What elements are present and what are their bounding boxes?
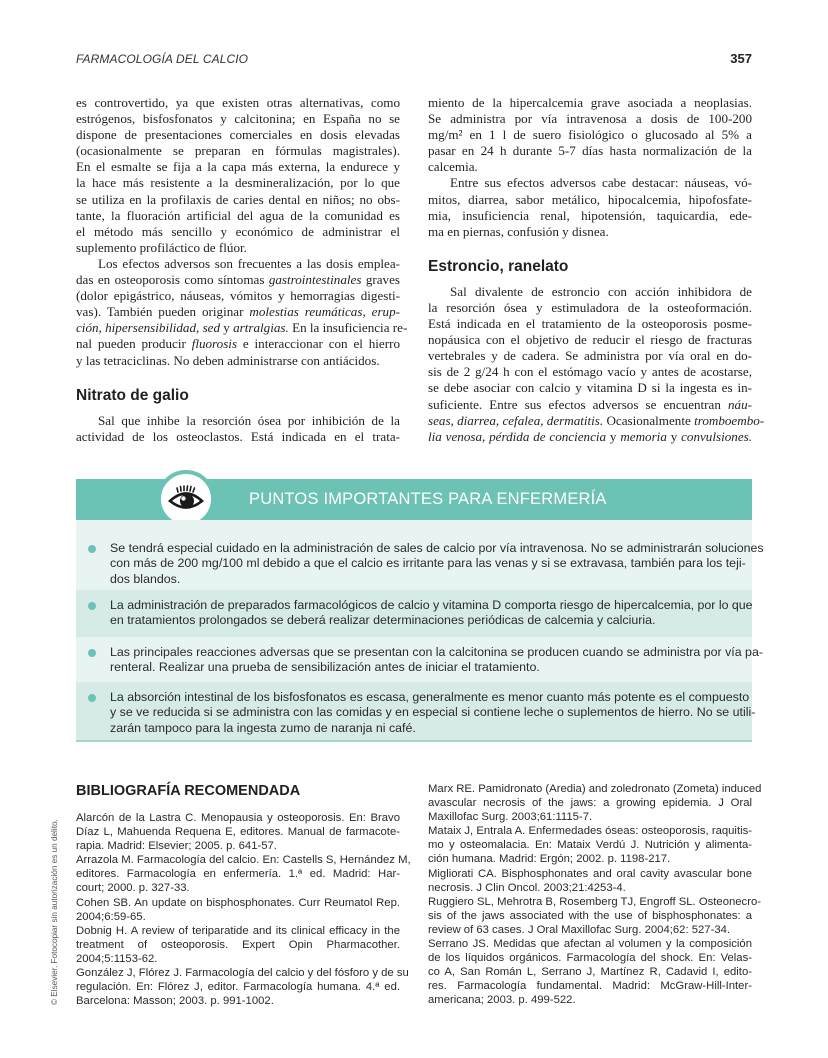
- text-line: Los efectos adversos son frecuentes a las dosis emplea-: [98, 255, 400, 271]
- text-line: review of 63 cases. J Oral Maxillofac Surg. 2004;62: 527-34.: [428, 923, 731, 936]
- text-run: nal pueden producir: [76, 336, 192, 352]
- text-line: treatment of osteoporosis. Expert Opin Pharmacother.: [76, 938, 400, 951]
- right-text-column: [428, 95, 765, 445]
- text-line: y se ve reducida si se administra con las comidas y en especial si contiene leche o suplementos de hierro. No se utili-: [110, 705, 756, 720]
- reference-entry: [428, 895, 761, 937]
- text-line: [76, 304, 400, 320]
- text-line: Arrazola M. Farmacología del calcio. En: Castells S, Hernández M,: [76, 854, 411, 867]
- text-line: Cohen SB. An update on bisphosphonates. Curr Reumatol Rep.: [76, 896, 400, 909]
- nursing-box-banner: [76, 479, 752, 520]
- text-line: Migliorati CA. Bisphosphonates and oral cavity avascular bone: [428, 867, 752, 880]
- text-line: vertebrales y de cadera. Se administra por vía oral en do-: [428, 348, 752, 364]
- text-line: ma en piernas, confusión y disnea.: [428, 223, 609, 239]
- text-line: es controvertido, ya que existen otras alternativas, como: [76, 95, 400, 110]
- paragraph-estroncio: [428, 283, 765, 445]
- reference-entry: [76, 853, 411, 895]
- paragraph-fluor-continuation: [76, 95, 400, 256]
- text-line: mitos, diarrea, sabor metálico, hipocalcemia, hipofosfate-: [428, 191, 752, 207]
- text-line: Las principales reacciones adversas que se presentan con la calcitonina se producen cuando se administra por vía pa-: [110, 645, 763, 659]
- paragraph-nitrato: [76, 413, 400, 445]
- text-line: se utiliza en la profilaxis de caries dental en niños; no obs-: [76, 191, 400, 207]
- text-line: con más de 200 mg/100 ml debido a que el calcio es irritante para las venas y si se extravasa, también para los teji-: [110, 556, 746, 571]
- text-line: En el esmalte se fija a la capa más externa, la endurece y: [76, 159, 400, 175]
- text-line: se debe asociar con calcio y vitamina D si la ingesta es in-: [428, 380, 752, 396]
- text-line: tante, la fluoración artificial del agua de la comunidad es: [76, 207, 400, 223]
- text-line: court; 2000. p. 327-33.: [76, 882, 190, 895]
- text-line: estrógenos, bisfosfonatos y calcitonina; en España no se: [76, 111, 400, 127]
- text-line: [76, 272, 400, 288]
- emphasis-text: tromboembo-: [694, 412, 765, 428]
- text-line: pasar en 24 h durante 5-7 días hasta normalización de la: [428, 143, 752, 159]
- nursing-point: [76, 637, 763, 682]
- text-line: mo y osteomalacia. En: Mataix Verdú J. Nutrición y alimenta-: [428, 839, 752, 852]
- text-line: de los líquidos orgánicos. Farmacología del shock. En: Velas-: [428, 952, 752, 965]
- bullet-dot-icon: [88, 694, 96, 702]
- text-run: suficiente. Entre sus efectos adversos se encuentran: [428, 396, 728, 412]
- copyright-side-note: © Elsevier. Fotocopiar sin autorización es un delito.: [50, 819, 59, 1005]
- reference-entry: [428, 824, 752, 866]
- text-line: mg/m² en 1 l de suero fisiológico o glucosado al 5% a: [428, 127, 752, 143]
- text-line: el método más sencillo y económico de administrar el: [76, 223, 400, 239]
- reference-entry: [428, 937, 752, 1007]
- reference-entry: [76, 924, 400, 966]
- text-line: Entre sus efectos adversos cabe destacar: náuseas, vó-: [450, 175, 752, 191]
- reference-entry: [76, 966, 409, 1008]
- paragraph-adverse-effects: [76, 255, 408, 369]
- bibliography-heading: BIBLIOGRAFÍA RECOMENDADA: [76, 783, 301, 799]
- text-line: suplemento profiláctico de flúor.: [76, 239, 247, 255]
- text-line: regulación. En: Flórez J, editor. Farmacología humana. 4.ª ed.: [76, 981, 400, 994]
- reference-entry: [428, 782, 762, 824]
- nursing-point: [76, 520, 764, 590]
- text-line: Dobnig H. A review of teriparatide and its clinical efficacy in the: [76, 924, 400, 937]
- text-line: Díaz L, Mahuenda Requena E, editores. Manual de farmacote-: [76, 826, 400, 839]
- emphasis-text: lia venosa, pérdida de conciencia: [428, 428, 607, 444]
- text-run: vas). También pueden originar: [76, 304, 250, 320]
- text-line: avascular necrosis of the jaws: a growing epidemia. J Oral: [428, 797, 752, 810]
- bibliography-left-column: [76, 811, 411, 1008]
- emphasis-text: gastrointestinales: [268, 272, 362, 288]
- text-line: [428, 412, 765, 429]
- text-line: renteral. Realizar una prueba de sensibilización antes de iniciar el tratamiento.: [110, 660, 540, 675]
- text-line: [76, 336, 400, 352]
- emphasis-text: memoria: [620, 428, 667, 444]
- text-line: La administración de preparados farmacológicos de calcio y vitamina D comporta riesgo de hipercalcemia, por lo que: [110, 598, 753, 612]
- text-line: (ocasionalmente se preparan en fórmulas magistrales).: [76, 143, 400, 159]
- nursing-box-title: PUNTOS IMPORTANTES PARA ENFERMERÍA: [249, 490, 607, 508]
- text-line: 2004;5:1153-62.: [76, 952, 158, 965]
- text-run: e interaccionar con el hierro: [237, 336, 400, 352]
- emphasis-text: molestias reumáticas, erup-: [249, 304, 400, 320]
- text-line: González J, Flórez J. Farmacología del calcio y del fósforo y de su: [76, 967, 409, 980]
- text-line: americana; 2003. p. 499-522.: [428, 994, 576, 1007]
- left-text-column: [76, 95, 408, 445]
- text-line: sis de 2 g/24 h con el estómago vacío y antes de acostarse,: [428, 364, 752, 380]
- text-line: 2004;6:59-65.: [76, 910, 146, 923]
- text-line: en tratamientos prolongados se deberá realizar determinaciones periódicas de calcemia y calciuria.: [110, 613, 656, 628]
- text-line: Sal que inhibe la resorción ósea por inhibición de la: [98, 412, 400, 428]
- text-line: la resorción ósea y estimuladora de la osteoformación.: [428, 299, 752, 315]
- running-head-title: FARMACOLOGÍA DEL CALCIO: [76, 52, 249, 66]
- text-line: necrosis. J Clin Oncol. 2003;21:4253-4.: [428, 881, 626, 894]
- text-run: graves: [361, 272, 401, 288]
- text-line: Barcelona: Masson; 2003. p. 991-1002.: [76, 995, 274, 1008]
- text-line: Alarcón de la Lastra C. Menopausia y osteoporosis. En: Bravo: [76, 812, 400, 824]
- emphasis-text: artralgias.: [233, 320, 289, 336]
- page-number: 357: [730, 51, 752, 66]
- bullet-dot-icon: [88, 545, 96, 553]
- text-line: nopáusica con el objetivo de reducir el riesgo de fracturas: [428, 332, 752, 348]
- reference-entry: [76, 896, 400, 924]
- nursing-point: [76, 682, 756, 740]
- text-line: (dolor epigástrico, náuseas, vómitos y hemorragias digesti-: [76, 288, 400, 304]
- text-line: ción humana. Madrid: Ergón; 2002. p. 1198-217.: [428, 853, 671, 866]
- paragraph-nitrato-adverse-effects: [428, 175, 752, 239]
- paragraph-nitrato-continuation: [428, 95, 752, 175]
- text-line: Se administra por vía intravenosa a dosis de 100-200: [428, 111, 752, 127]
- text-run: Ocasionalmente: [603, 412, 695, 428]
- text-line: actividad de los osteoclastos. Está indicada en el trata-: [76, 428, 400, 444]
- text-line: dispone de presentaciones comerciales en dosis elevadas: [76, 127, 400, 143]
- reference-entry: [76, 811, 400, 853]
- text-line: editores. Farmacología en enfermería. 1.ª ed. Madrid: Har-: [76, 868, 400, 881]
- text-line: La absorción intestinal de los bisfosfonatos es escasa, generalmente es menor cuanto más potente es el compuesto: [110, 690, 750, 704]
- text-line: la hace más resistente a la desmineralización, por lo que: [76, 175, 400, 191]
- eye-icon: [167, 484, 205, 514]
- text-line: calcemia.: [428, 159, 478, 175]
- section-heading-nitrato-de-galio: Nitrato de galio: [76, 386, 189, 404]
- text-run: En la insuficiencia re-: [288, 320, 408, 336]
- bibliography-right-column: [428, 782, 762, 1008]
- emphasis-text: ción, hipersensibilidad, sed: [76, 320, 221, 336]
- text-line: Marx RE. Pamidronato (Aredia) and zoledronato (Zometa) induced: [428, 783, 762, 795]
- section-heading-estroncio-ranelato: Estroncio, ranelato: [428, 257, 569, 275]
- text-line: Se tendrá especial cuidado en la administración de sales de calcio por vía intravenosa. No se administrarán soluciones: [110, 541, 764, 555]
- text-run: y: [666, 428, 682, 444]
- text-run: y: [220, 320, 234, 336]
- text-line: miento de la hipercalcemia grave asociada a neoplasias.: [428, 95, 752, 110]
- emphasis-text: náu-: [727, 396, 752, 412]
- text-line: zarán tampoco para la ingesta zumo de naranja ni café.: [110, 720, 416, 735]
- bullet-dot-icon: [88, 602, 96, 610]
- text-line: [428, 397, 752, 413]
- emphasis-text: fluorosis: [191, 336, 238, 352]
- text-line: Está indicada en el tratamiento de la osteoporosis posme-: [428, 316, 752, 332]
- nursing-point: [76, 590, 752, 637]
- text-line: mia, insuficiencia renal, hipotensión, taquicardia, ede-: [428, 207, 752, 223]
- emphasis-text: seas, diarrea, cefalea, dermatitis.: [428, 412, 604, 428]
- emphasis-text: convulsiones.: [681, 428, 753, 444]
- text-run: das en osteoporosis como síntomas: [76, 272, 269, 288]
- text-line: y las tetraciclinas. No deben administrarse con antiácidos.: [76, 352, 380, 368]
- text-line: Maxillofac Surg. 2003;61:1115-7.: [428, 811, 593, 824]
- text-line: [76, 320, 408, 336]
- text-line: sis of the jaws associated with the use of bisphosphonates: a: [428, 909, 752, 922]
- text-line: Sal divalente de estroncio con acción inhibidora de: [450, 283, 752, 299]
- text-line: rapia. Madrid: Elsevier; 2005. p. 641-57.: [76, 840, 277, 853]
- text-line: co A, San Román L, Serrano J, Martínez R, Cadavid I, edito-: [428, 966, 752, 979]
- nursing-key-points-box: [76, 479, 764, 742]
- text-line: dos blandos.: [110, 571, 181, 586]
- text-line: Serrano JS. Medidas que afectan al volumen y la composición: [428, 938, 752, 951]
- text-line: Ruggiero SL, Mehrotra B, Rosemberg TJ, Engroff SL. Osteonecro-: [428, 895, 761, 908]
- text-line: res. Farmacología fundamental. Madrid: McGraw-Hill-Inter-: [428, 980, 752, 993]
- text-run: y: [606, 428, 621, 444]
- text-line: Mataix J, Entrala A. Enfermedades óseas: osteoporosis, raquitis-: [428, 825, 753, 838]
- text-line: [428, 429, 752, 445]
- bullet-dot-icon: [88, 649, 96, 657]
- reference-entry: [428, 867, 752, 895]
